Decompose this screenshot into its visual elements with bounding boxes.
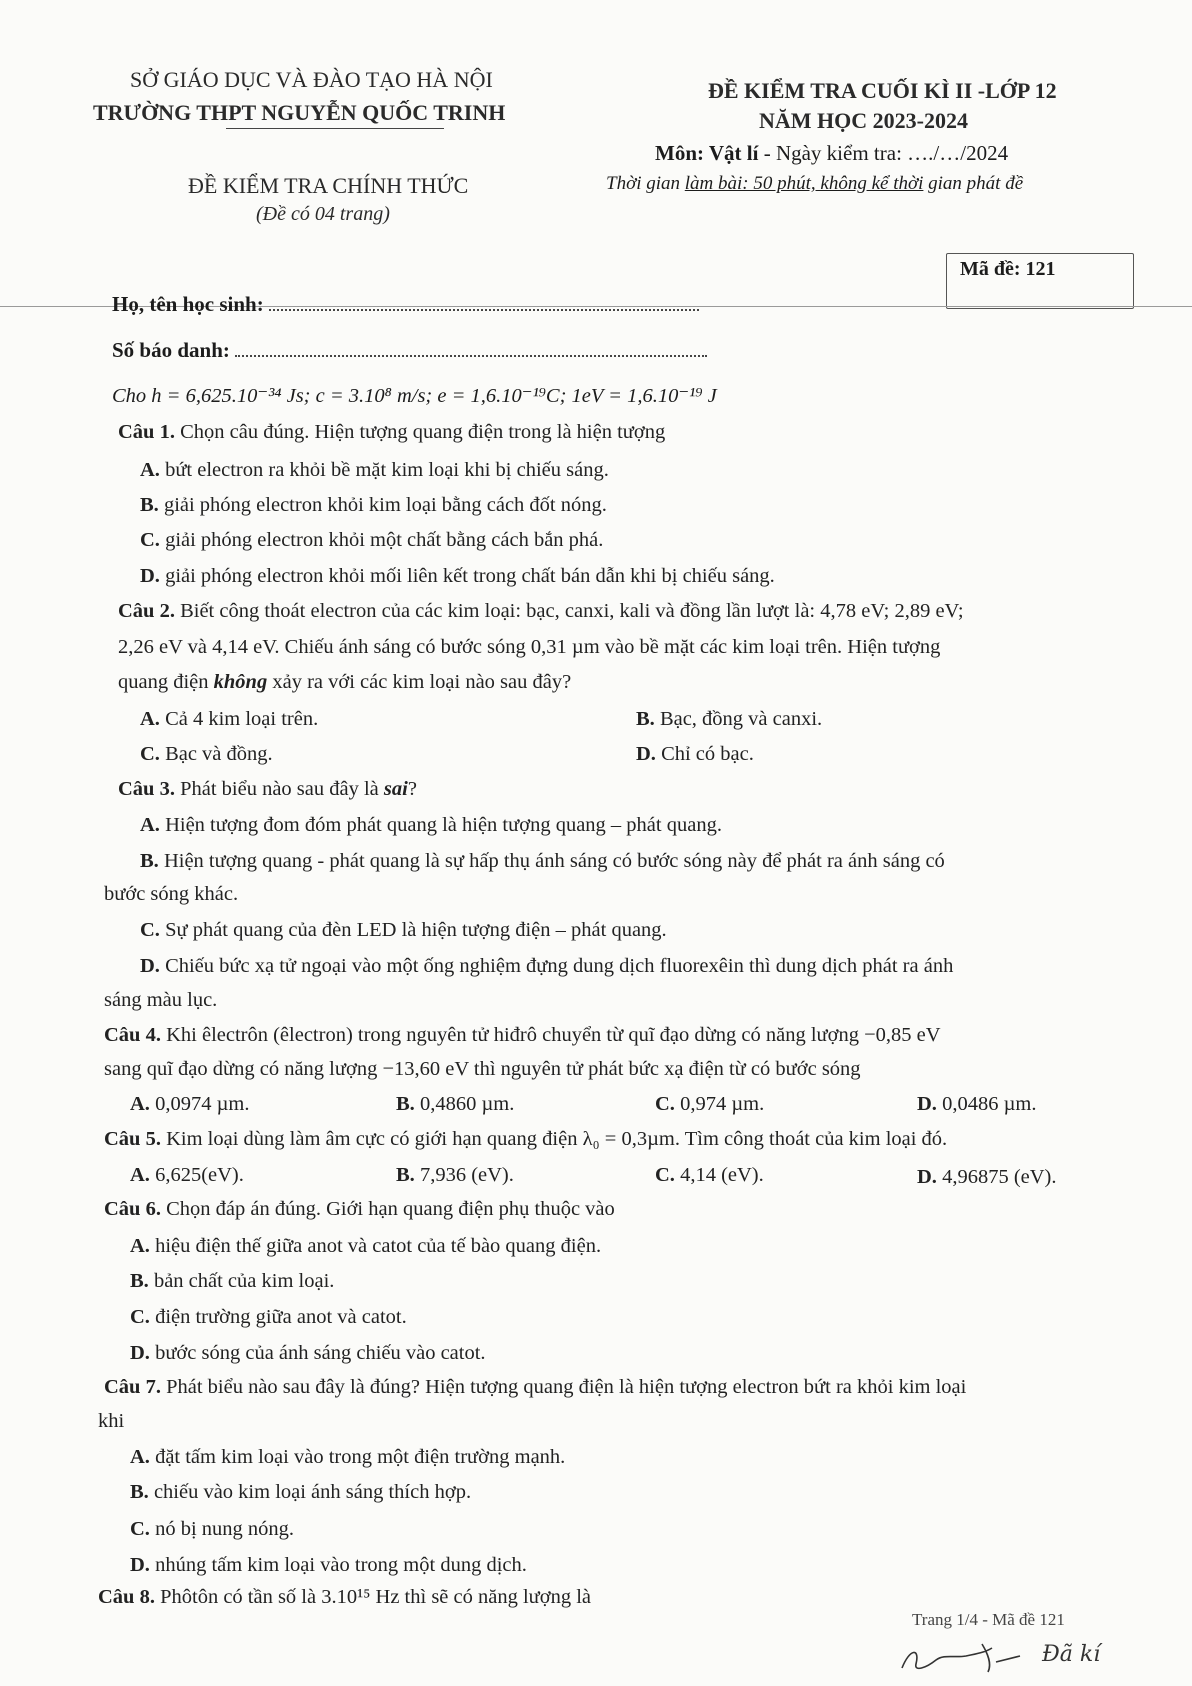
question-3-option-d-cont: sáng màu lục. <box>104 989 218 1011</box>
question-2-stem-line3: quang điện không xảy ra với các kim loại nào sau đây? <box>118 671 572 693</box>
question-3-option-a: A. Hiện tượng đom đóm phát quang là hiện tượng quang – phát quang. <box>140 814 722 836</box>
question-6-option-a: A. hiệu điện thế giữa anot và catot của tế bào quang điện. <box>130 1235 602 1257</box>
question-1-option-a: A. bứt electron ra khỏi bề mặt kim loại khi bị chiếu sáng. <box>140 459 609 481</box>
signature <box>896 1638 1126 1678</box>
question-1-option-c: C. giải phóng electron khỏi một chất bằng cách bắn phá. <box>140 529 604 551</box>
question-2-option-b: B. Bạc, đồng và canxi. <box>636 708 823 730</box>
question-4-option-c: C. 0,974 µm. <box>655 1093 765 1115</box>
question-7-option-b: B. chiếu vào kim loại ánh sáng thích hợp. <box>130 1481 472 1503</box>
question-4-option-d: D. 0,0486 µm. <box>917 1093 1037 1115</box>
question-5-option-d: D. 4,96875 (eV). <box>917 1166 1057 1188</box>
constants-line: Cho h = 6,625.10⁻³⁴ Js; c = 3.10⁸ m/s; e = 1,6.10⁻¹⁹C; 1eV = 1,6.10⁻¹⁹ J <box>112 385 717 407</box>
school-name: TRƯỜNG THPT NGUYỄN QUỐC TRINH <box>93 100 506 125</box>
student-name-field[interactable] <box>269 309 699 311</box>
exam-title: ĐỀ KIỂM TRA CUỐI KÌ II -LỚP 12 <box>708 78 1057 103</box>
subject-line <box>655 141 1008 166</box>
subject-label: Môn: Vật lí <box>655 141 759 165</box>
student-name-label: Họ, tên học sinh: <box>112 292 264 316</box>
question-1-option-d: D. giải phóng electron khỏi mối liên kết trong chất bán dẫn khi bị chiếu sáng. <box>140 565 775 587</box>
question-5-option-a: A. 6,625(eV). <box>130 1164 244 1186</box>
question-3-option-d: D. Chiếu bức xạ tử ngoại vào một ống nghiệm đựng dung dịch fluorexêin thì dung dịch phát ra ánh <box>140 955 954 977</box>
exam-code: Mã đề: 121 <box>960 258 1056 280</box>
question-7-option-d: D. nhúng tấm kim loại vào trong một dung dịch. <box>130 1554 527 1576</box>
question-1-option-b: B. giải phóng electron khỏi kim loại bằng cách đốt nóng. <box>140 494 607 516</box>
question-4-option-a: A. 0,0974 µm. <box>130 1093 250 1115</box>
signature-text: Đã kí <box>1042 1642 1101 1667</box>
question-3-option-b: B. Hiện tượng quang - phát quang là sự hấp thụ ánh sáng có bước sóng này để phát ra ánh sáng có <box>140 850 945 872</box>
question-5-option-b: B. 7,936 (eV). <box>396 1164 514 1186</box>
question-3-option-c: C. Sự phát quang của đèn LED là hiện tượng điện – phát quang. <box>140 919 667 941</box>
student-id-row <box>112 338 707 363</box>
question-3-option-b-cont: bước sóng khác. <box>104 883 239 905</box>
question-4-stem-line2: sang quĩ đạo dừng có năng lượng −13,60 eV thì nguyên tử phát bức xạ điện từ có bước sóng <box>104 1058 861 1080</box>
question-2-option-d: D. Chỉ có bạc. <box>636 743 754 765</box>
question-7-option-a: A. đặt tấm kim loại vào trong một điện trường mạnh. <box>130 1446 566 1468</box>
question-1-stem: Câu 1. Chọn câu đúng. Hiện tượng quang điện trong là hiện tượng <box>118 421 666 443</box>
question-6-option-c: C. điện trường giữa anot và catot. <box>130 1306 407 1328</box>
question-6-option-d: D. bước sóng của ánh sáng chiếu vào catot. <box>130 1342 486 1364</box>
question-2-stem-line2: 2,26 eV và 4,14 eV. Chiếu ánh sáng có bước sóng 0,31 µm vào bề mặt các kim loại trên. Hiện tượng <box>118 636 941 658</box>
question-7-option-c: C. nó bị nung nóng. <box>130 1518 295 1540</box>
question-2-option-a: A. Cả 4 kim loại trên. <box>140 708 319 730</box>
question-6-stem: Câu 6. Chọn đáp án đúng. Giới hạn quang điện phụ thuộc vào <box>104 1198 615 1220</box>
school-year: NĂM HỌC 2023-2024 <box>759 108 968 133</box>
exam-type: ĐỀ KIỂM TRA CHÍNH THỨC <box>188 173 469 198</box>
question-4-option-b: B. 0,4860 µm. <box>396 1093 515 1115</box>
question-8-stem: Câu 8. Phôtôn có tần số là 3.10¹⁵ Hz thì sẽ có năng lượng là <box>98 1586 592 1608</box>
pages-note: (Đề có 04 trang) <box>256 203 390 225</box>
school-underline <box>226 128 444 129</box>
question-4-stem: Câu 4. Khi êlectrôn (êlectron) trong nguyên tử hiđrô chuyển từ quĩ đạo dừng có năng lượng −0,85 eV <box>104 1024 941 1046</box>
student-id-field[interactable] <box>235 355 707 357</box>
exam-date: - Ngày kiểm tra: …./…/2024 <box>758 141 1009 165</box>
time-note: Thời gian làm bài: 50 phút, không kể thời gian phát đề <box>606 173 1024 194</box>
question-5-option-c: C. 4,14 (eV). <box>655 1164 764 1186</box>
question-7-stem-line2: khi <box>98 1410 125 1432</box>
student-name-row <box>112 292 699 317</box>
page-footer: Trang 1/4 - Mã đề 121 <box>912 1610 1065 1629</box>
question-7-stem: Câu 7. Phát biểu nào sau đây là đúng? Hiện tượng quang điện là hiện tượng electron bứt ra khỏi kim loại <box>104 1376 967 1398</box>
question-6-option-b: B. bản chất của kim loại. <box>130 1270 335 1292</box>
question-3-stem: Câu 3. Phát biểu nào sau đây là sai? <box>118 778 417 800</box>
question-2-option-c: C. Bạc và đồng. <box>140 743 273 765</box>
department-name: SỞ GIÁO DỤC VÀ ĐÀO TẠO HÀ NỘI <box>130 67 493 92</box>
question-5-stem: Câu 5. Kim loại dùng làm âm cực có giới hạn quang điện λ₀ = 0,3µm. Tìm công thoát của kim loại đó. <box>104 1128 948 1150</box>
student-id-label: Số báo danh: <box>112 338 230 362</box>
question-2-stem: Câu 2. Biết công thoát electron của các kim loại: bạc, canxi, kali và đồng lần lượt là: 4,78 eV; 2,89 eV; <box>118 600 964 622</box>
